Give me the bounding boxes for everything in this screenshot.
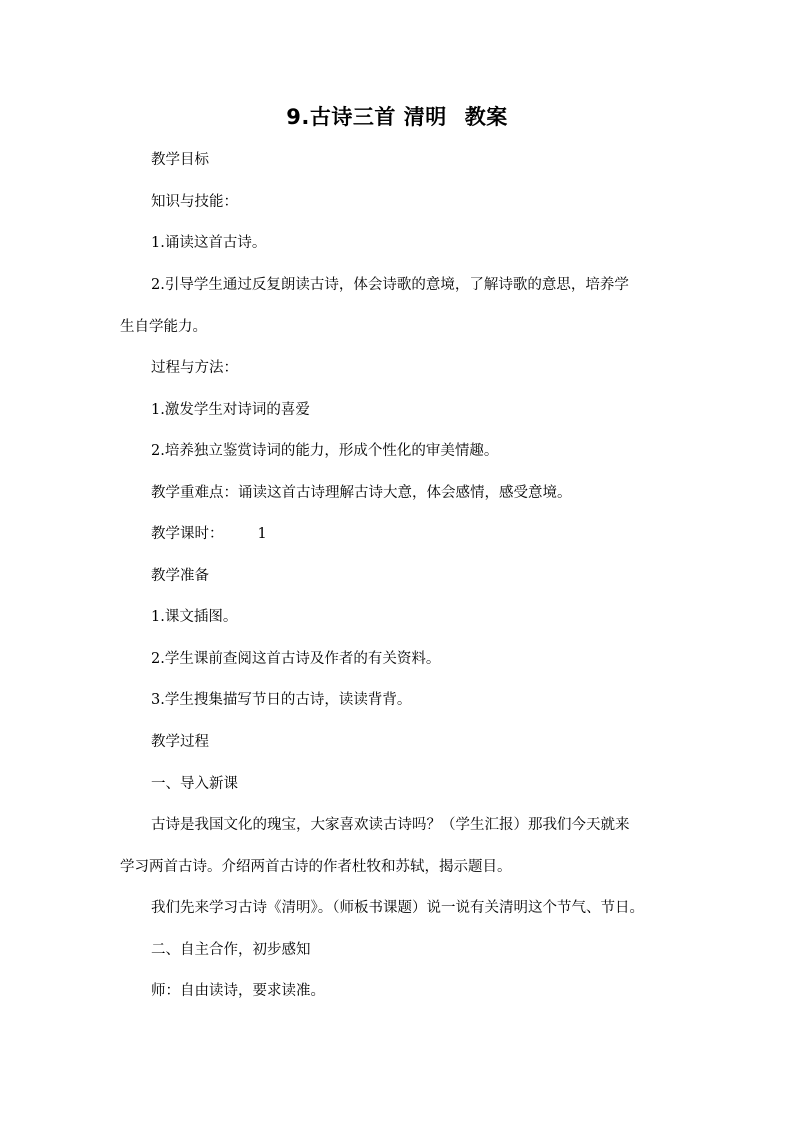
heading-teaching-preparation: 教学准备 — [151, 568, 209, 584]
preparation-item-2: 2.学生课前查阅这首古诗及作者的有关资料。 — [151, 651, 441, 667]
preparation-item-3: 3.学生搜集描写节日的古诗，读读背背。 — [151, 692, 412, 708]
teaching-hours-label: 教学课时： — [151, 526, 224, 542]
objective-item-2: 2.引导学生通过反复朗读古诗，体会诗歌的意境，了解诗歌的意思，培养学 — [151, 277, 629, 293]
heading-teaching-process: 教学过程 — [151, 734, 209, 750]
intro-paragraph-continued: 学习两首古诗。介绍两首古诗的作者杜牧和苏轼，揭示题目。 — [120, 859, 512, 875]
intro-paragraph: 古诗是我国文化的瑰宝，大家喜欢读古诗吗？（学生汇报）那我们今天就来 — [151, 817, 630, 833]
objective-item-1: 1.诵读这首古诗。 — [151, 235, 267, 251]
heading-teaching-objectives: 教学目标 — [151, 152, 209, 168]
method-item-1: 1.激发学生对诗词的喜爱 — [151, 402, 310, 418]
title-lesson-plan: 教案 — [464, 105, 508, 129]
qingming-paragraph: 我们先来学习古诗《清明》。（师板书课题）说一说有关清明这个节气、节日。 — [151, 900, 644, 916]
title-lesson-name: 9.古诗三首 清明 — [286, 105, 447, 129]
section-one-heading: 一、导入新课 — [151, 776, 238, 792]
teaching-hours-value: 1 — [257, 526, 267, 542]
teaching-hours — [120, 524, 721, 544]
objective-item-2-continued: 生自学能力。 — [120, 319, 207, 335]
teacher-instruction: 师：自由读诗，要求读准。 — [151, 983, 325, 999]
document-title — [0, 100, 794, 134]
heading-process-methods: 过程与方法： — [151, 360, 238, 376]
section-two-heading: 二、自主合作，初步感知 — [151, 942, 311, 958]
preparation-item-1: 1.课文插图。 — [151, 609, 238, 625]
heading-knowledge-skills: 知识与技能： — [151, 194, 238, 210]
key-difficulties: 教学重难点：诵读这首古诗理解古诗大意，体会感情，感受意境。 — [151, 485, 572, 501]
method-item-2: 2.培养独立鉴赏诗词的能力，形成个性化的审美情趣。 — [151, 443, 499, 459]
